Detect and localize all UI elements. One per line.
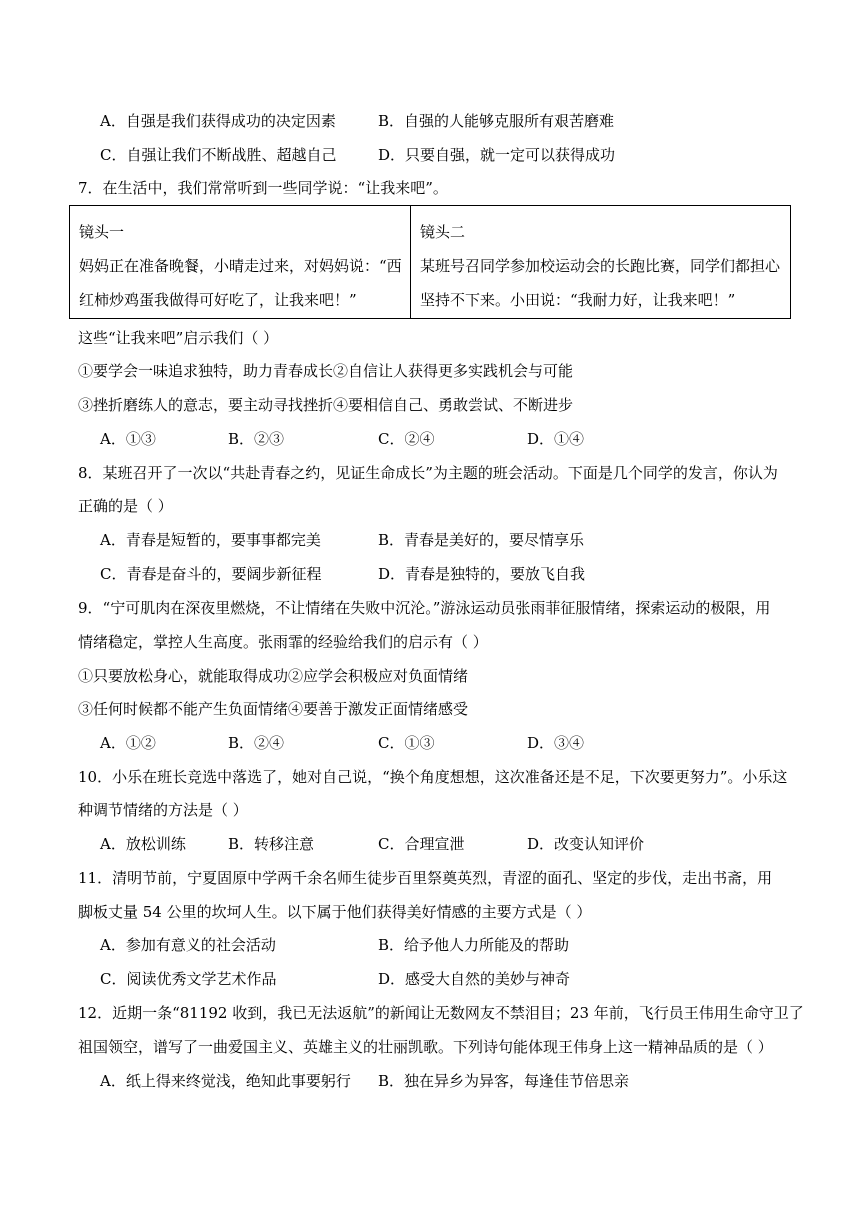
q11-option-a: A．参加有意义的社会活动 xyxy=(100,936,276,954)
q8-option-d: D．青春是独特的，要放飞自我 xyxy=(378,565,586,583)
q7-scene1-line2: 红柿炒鸡蛋我做得可好吃了，让我来吧！” xyxy=(79,291,357,309)
q9-option-a: A．①② xyxy=(100,734,156,752)
q11-options-row-1 xyxy=(100,935,800,955)
q7-option-d: D．①④ xyxy=(527,430,585,448)
q7-option-b: B．②③ xyxy=(228,430,285,448)
q11-option-b: B．给予他人力所能及的帮助 xyxy=(378,936,570,954)
q10-option-d: D．改变认知评价 xyxy=(527,835,645,853)
q7-item-line-1: ①要学会一味追求独特，助力青春成长②自信让人获得更多实践机会与可能 xyxy=(78,362,574,380)
q8-option-b: B．青春是美好的，要尽情享乐 xyxy=(378,531,585,549)
q11-stem-line-2: 脚板丈量 54 公里的坎坷人生。以下属于他们获得美好情感的主要方式是（ ） xyxy=(78,903,592,921)
q10-stem-line-2: 种调节情绪的方法是（ ） xyxy=(78,801,248,819)
q7-option-a: A．①③ xyxy=(100,430,156,448)
q6-options-row-1 xyxy=(100,111,800,131)
q9-item-line-2: ③任何时候都不能产生负面情绪④要善于激发正面情绪感受 xyxy=(78,700,469,718)
q10-option-c: C．合理宣泄 xyxy=(378,835,465,853)
q11-option-d: D．感受大自然的美妙与神奇 xyxy=(378,970,571,988)
q7-scene2-line1: 某班号召同学参加校运动会的长跑比赛，同学们都担心 xyxy=(420,257,781,275)
q7-scene1-line1: 妈妈正在准备晚餐，小晴走过来，对妈妈说：“西 xyxy=(79,257,402,275)
q12-stem-line-2: 祖国领空，谱写了一曲爱国主义、英雄主义的壮丽凯歌。下列诗句能体现王伟身上这一精神品质的是（ ） xyxy=(78,1038,773,1056)
q7-options-row xyxy=(100,429,800,449)
q12-stem-line-1: 12．近期一条“81192 收到，我已无法返航”的新闻让无数网友不禁泪目；23 年前，飞行员王伟用生命守卫了 xyxy=(78,1004,804,1022)
q7-scene2-cell xyxy=(411,206,790,318)
q9-option-c: C．①③ xyxy=(378,734,435,752)
q9-stem-line-1: 9．“宁可肌肉在深夜里燃烧，不让情绪在失败中沉沦。”游泳运动员张雨菲征服情绪，探索运动的极限，用 xyxy=(78,599,771,617)
q6-option-a: A．自强是我们获得成功的决定因素 xyxy=(100,112,336,130)
q7-scene-table xyxy=(69,205,791,319)
q8-options-row-1 xyxy=(100,530,800,550)
q7-scene2-line2: 坚持不下来。小田说：“我耐力好，让我来吧！” xyxy=(420,291,736,309)
q6-option-d: D．只要自强，就一定可以获得成功 xyxy=(378,146,616,164)
q10-stem-line-1: 10．小乐在班长竞选中落选了，她对自己说，“换个角度想想，这次准备还是不足，下次要更努力”。小乐这 xyxy=(78,768,788,786)
q7-option-c: C．②④ xyxy=(378,430,435,448)
q7-stem: 7．在生活中，我们常常听到一些同学说：“让我来吧”。 xyxy=(78,179,448,197)
q10-options-row xyxy=(100,834,800,854)
q12-options-row xyxy=(100,1071,800,1091)
q7-scene1-title: 镜头一 xyxy=(79,223,125,241)
q7-item-line-2: ③挫折磨练人的意志，要主动寻找挫折④要相信自己、勇敢尝试、不断进步 xyxy=(78,396,574,414)
q8-option-c: C．青春是奋斗的，要阔步新征程 xyxy=(100,565,322,583)
q6-option-c: C．自强让我们不断战胜、超越自己 xyxy=(100,146,337,164)
q10-option-a: A．放松训练 xyxy=(100,835,186,853)
q6-option-b: B．自强的人能够克服所有艰苦磨难 xyxy=(378,112,615,130)
q12-option-b: B．独在异乡为异客，每逢佳节倍思亲 xyxy=(378,1072,630,1090)
q8-option-a: A．青春是短暂的，要事事都完美 xyxy=(100,531,321,549)
q7-question: 这些“让我来吧”启示我们（ ） xyxy=(78,329,279,347)
q11-options-row-2 xyxy=(100,969,800,989)
q8-stem-line-2: 正确的是（ ） xyxy=(78,497,173,515)
q6-options-row-2 xyxy=(100,145,800,165)
q9-option-d: D．③④ xyxy=(527,734,585,752)
q8-options-row-2 xyxy=(100,564,800,584)
q9-option-b: B．②④ xyxy=(228,734,285,752)
q9-options-row xyxy=(100,733,800,753)
q11-stem-line-1: 11．清明节前，宁夏固原中学两千余名师生徒步百里祭奠英烈，青涩的面孔、坚定的步伐，走出书斋，用 xyxy=(78,869,773,887)
q8-stem-line-1: 8．某班召开了一次以“共赴青春之约，见证生命成长”为主题的班会活动。下面是几个同学的发言，你认为 xyxy=(78,464,778,482)
q7-scene2-title: 镜头二 xyxy=(420,223,466,241)
q11-option-c: C．阅读优秀文学艺术作品 xyxy=(100,970,277,988)
q10-option-b: B．转移注意 xyxy=(228,835,315,853)
q12-option-a: A．纸上得来终觉浅，绝知此事要躬行 xyxy=(100,1072,351,1090)
q9-stem-line-2: 情绪稳定，掌控人生高度。张雨霏的经验给我们的启示有（ ） xyxy=(78,633,488,651)
q9-item-line-1: ①只要放松身心，就能取得成功②应学会积极应对负面情绪 xyxy=(78,667,469,685)
q7-scene1-cell xyxy=(70,206,411,318)
